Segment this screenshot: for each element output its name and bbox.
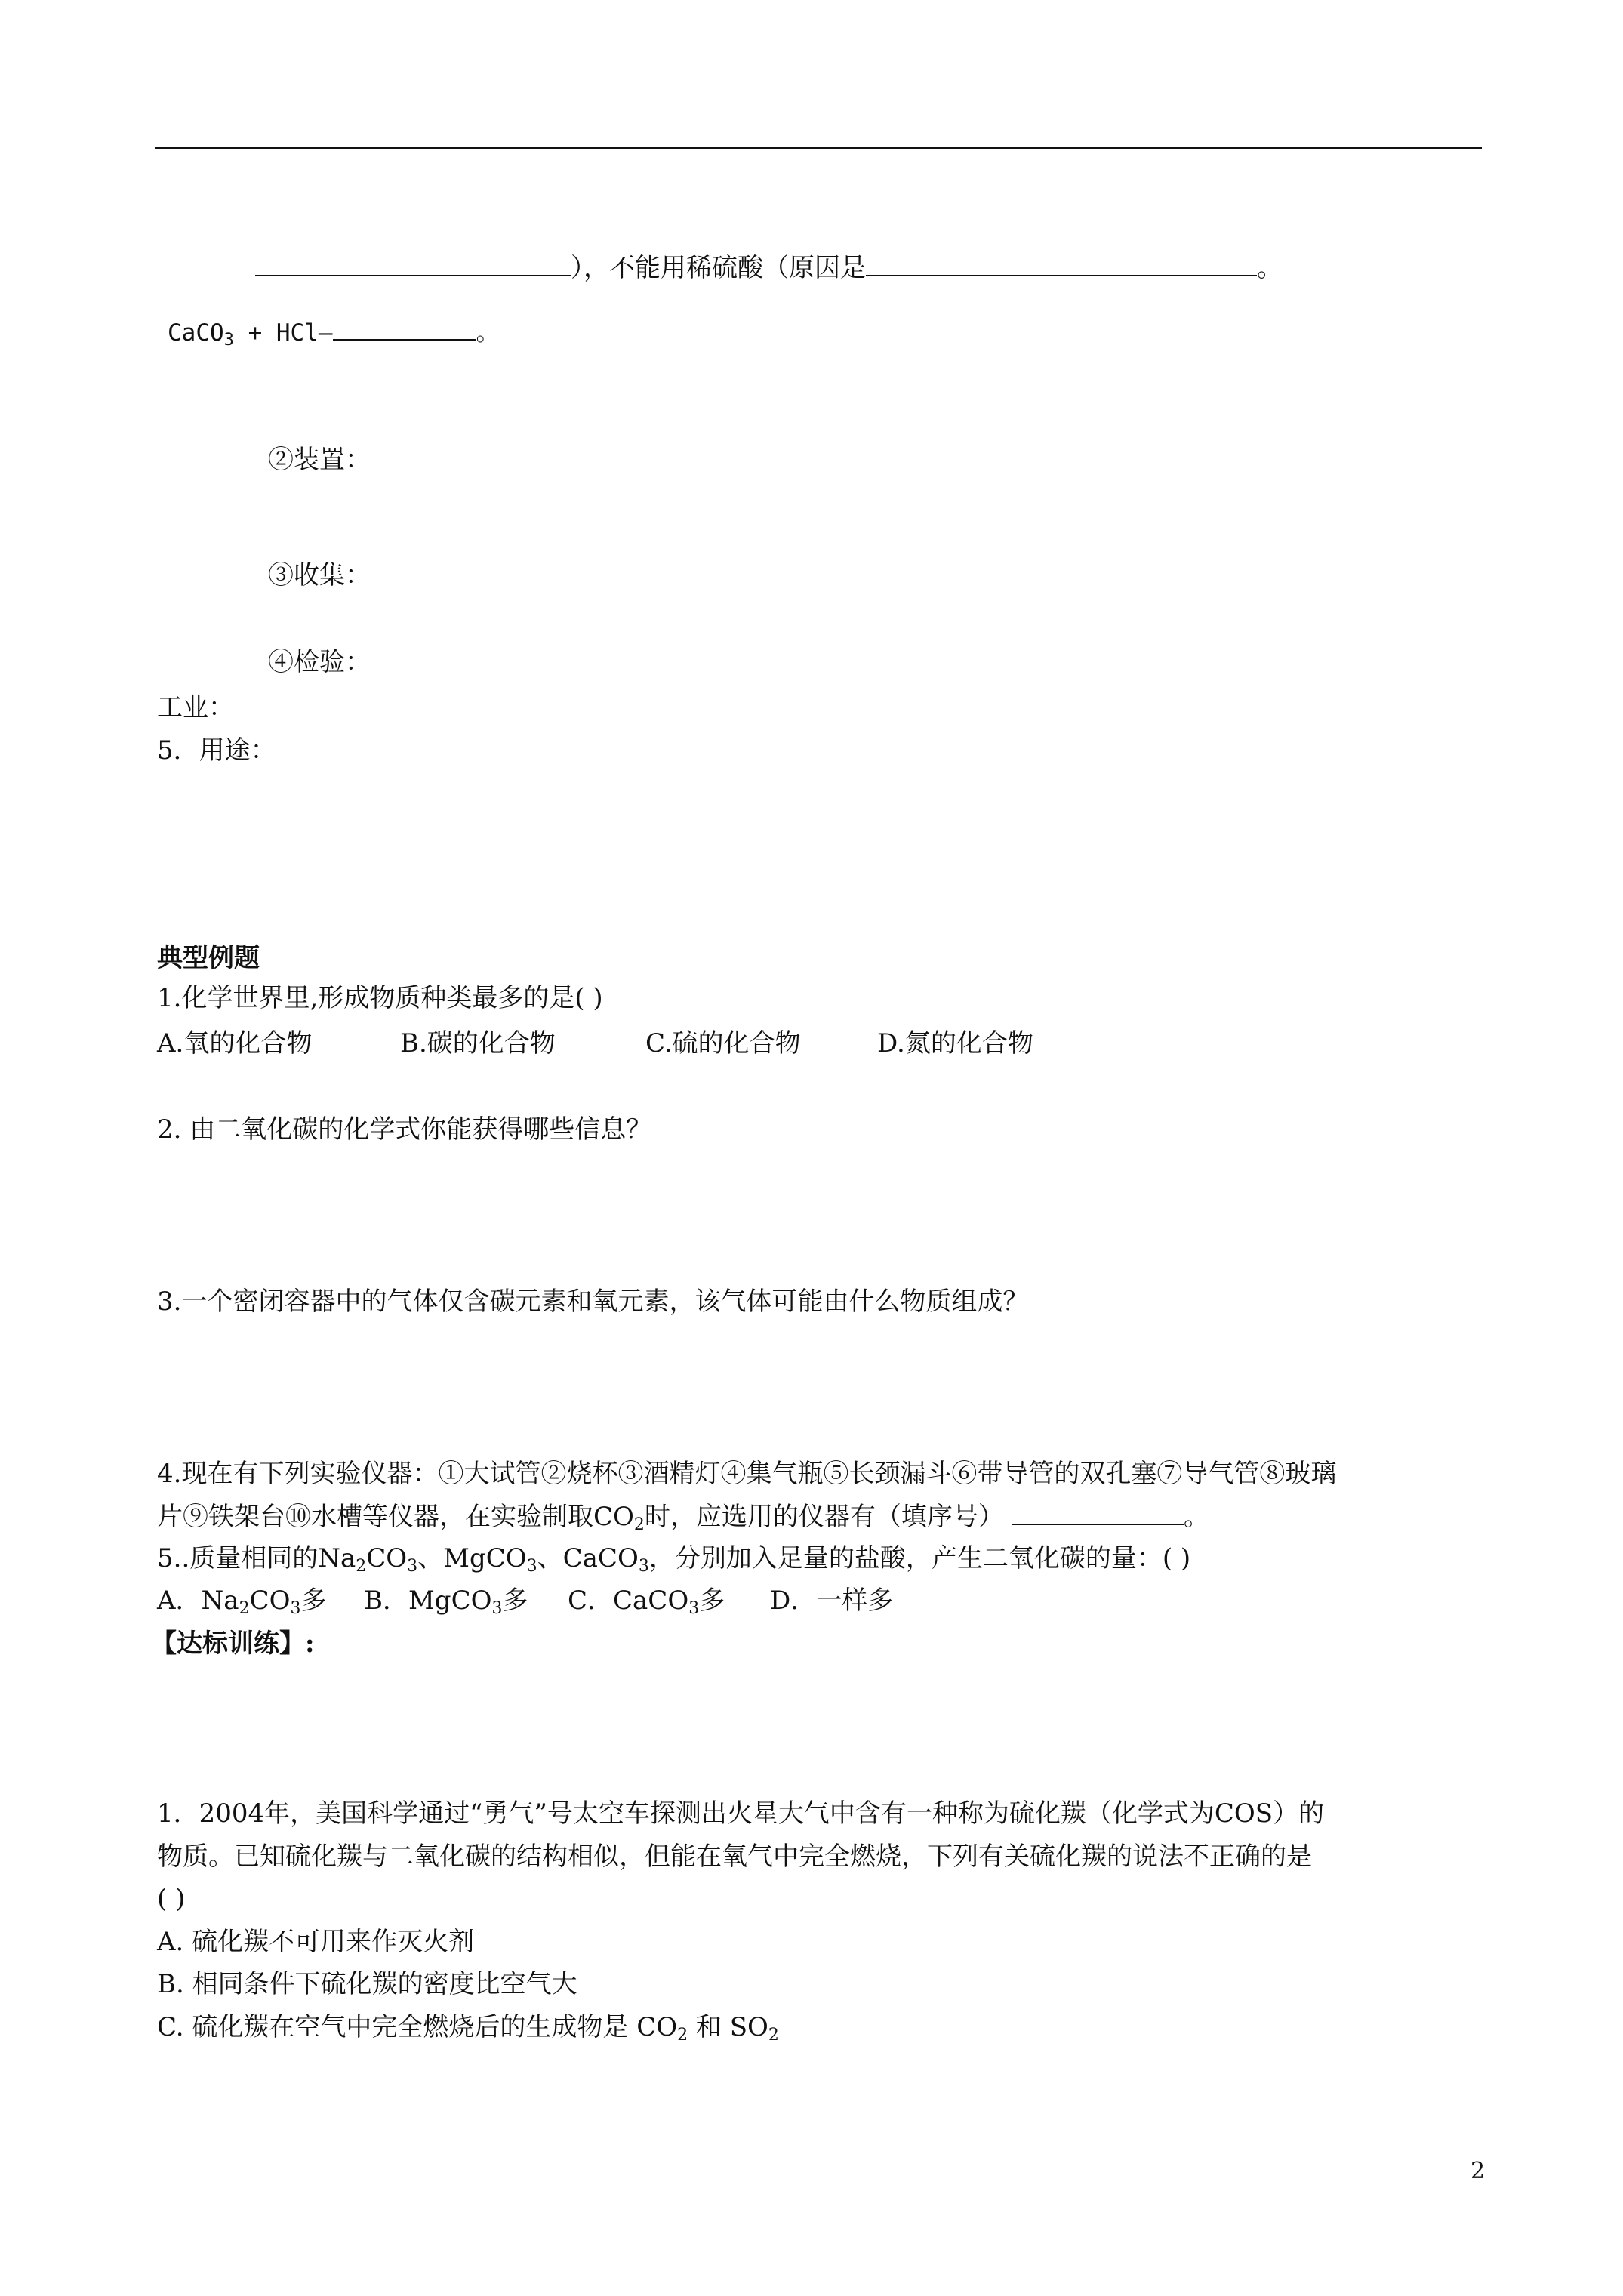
question-5-option-a: A．$Na_2CO_3$多 <box>157 1586 327 1618</box>
examples-heading: 典型例题 <box>157 943 260 973</box>
use-label: 5．用途： <box>157 735 276 766</box>
collect-label: ③收集： <box>268 560 371 590</box>
question-1: 1.化学世界里,形成物质种类最多的是( ) <box>157 983 603 1013</box>
fill-line-reagent: ），不能用稀硫酸（原因是 。 <box>255 249 1283 286</box>
question-5-option-d: D．一样多 <box>770 1586 894 1616</box>
question-5-option-c: C．CaCO$_3$多 <box>568 1586 725 1618</box>
training-q1-line-2: 物质。已知硫化羰与二氧化碳的结构相似，但能在氧气中完全燃烧，下列有关硫化羰的说法不正确的是 <box>157 1841 1312 1872</box>
question-1-option-a: A.氧的化合物 <box>157 1028 313 1059</box>
equation-line: CaCO$_3$ + HCl— 。 <box>168 313 500 351</box>
answer-blank[interactable] <box>866 249 1257 276</box>
question-1-option-c: C.硫的化合物 <box>645 1028 801 1059</box>
question-1-option-b: B.碳的化合物 <box>400 1028 556 1059</box>
industry-label: 工业： <box>157 692 234 723</box>
question-5-option-b: B．MgCO$_3$多 <box>364 1586 528 1618</box>
training-q1-line-1: 1．2004年，美国科学通过“勇气”号太空车探测出火星大气中含有一种称为硫化羰（化学式为COS）的 <box>157 1798 1325 1829</box>
device-label: ②装置： <box>268 445 371 475</box>
question-3: 3.一个密闭容器中的气体仅含碳元素和氧元素，该气体可能由什么物质组成？ <box>157 1287 1029 1317</box>
answer-blank[interactable] <box>255 249 571 276</box>
question-2: 2. 由二氧化碳的化学式你能获得哪些信息？ <box>157 1114 652 1145</box>
training-q1-option-c: C. 硫化羰在空气中完全燃烧后的生成物是 $CO_2$ 和 $SO_2$ <box>157 2012 779 2045</box>
header-rule <box>155 147 1482 149</box>
page-number: 2 <box>1471 2158 1486 2184</box>
answer-blank[interactable] <box>1012 1498 1184 1525</box>
question-4-line-1: 4.现在有下列实验仪器：①大试管②烧杯③酒精灯④集气瓶⑤长颈漏斗⑥带导管的双孔塞⑦导气管⑧玻璃 <box>157 1459 1337 1489</box>
training-q1-line-3: ( ) <box>157 1884 186 1914</box>
question-1-option-d: D.氮的化合物 <box>877 1028 1033 1059</box>
question-5: 5..质量相同的$Na_2CO_3$、MgCO$_3$、CaCO$_3$，分别加入足量的盐酸，产生二氧化碳的量：( ) <box>157 1543 1191 1576</box>
answer-blank[interactable] <box>333 313 476 341</box>
question-4-line-2: 片⑨铁架台⑩水槽等仪器，在实验制取$CO_2$时，应选用的仪器有（填序号） 。 <box>157 1498 1209 1535</box>
training-q1-option-a: A. 硫化羰不可用来作灭火剂 <box>157 1927 475 1957</box>
training-q1-option-b: B. 相同条件下硫化羰的密度比空气大 <box>157 1969 577 1999</box>
training-heading: 【达标训练】: <box>151 1629 315 1659</box>
test-label: ④检验： <box>268 647 371 677</box>
